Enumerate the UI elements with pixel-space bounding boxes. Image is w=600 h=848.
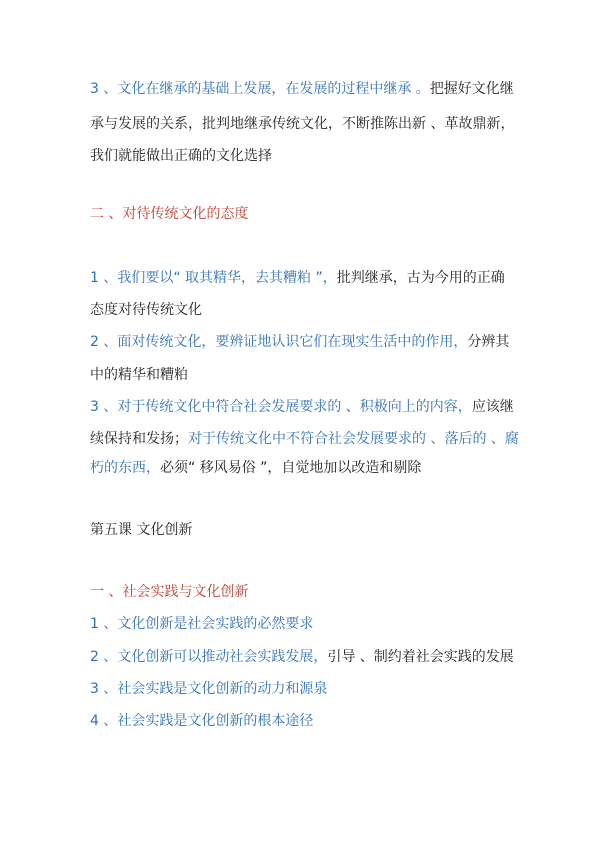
innovation-item-2 xyxy=(90,647,514,667)
attitude-item-2-blue-text: 2 、面对传统文化，要辨证地认识它们在现实生活中的作用， xyxy=(90,334,468,350)
attitude-item-2-line-1 xyxy=(90,332,509,352)
attitude-item-1-line-2: 态度对待传统文化 xyxy=(90,302,202,318)
attitude-item-3-line-2 xyxy=(90,429,519,449)
attitude-item-2-line-2: 中的精华和糟粕 xyxy=(90,367,188,383)
attitude-item-3-blue-text: 3 、对于传统文化中符合社会发展要求的 、积极向上的内容， xyxy=(90,399,472,415)
attitude-item-1-black-text: 批判继承，古为今用的正确 xyxy=(336,270,505,286)
attitude-item-1-blue-text: 1 、我们要以“ 取其精华，去其糟粕 ”， xyxy=(90,270,337,286)
attitude-item-2-black-text: 分辨其 xyxy=(467,334,510,350)
attitude-item-3-line-3 xyxy=(90,458,421,478)
attitude-item-3-line-2-black: 续保持和发扬； xyxy=(90,431,188,447)
innovation-item-1: 1 、文化创新是社会实践的必然要求 xyxy=(90,616,314,632)
attitude-item-3-line-3-black: 必须“ 移风易俗 ”，自觉地加以改造和剔除 xyxy=(160,460,422,476)
item-3-black-text: 把握好文化继 xyxy=(429,81,514,97)
paragraph-item-3-line-1 xyxy=(90,79,514,99)
attitude-item-3-line-1 xyxy=(90,397,514,417)
attitude-item-3-black-text: 应该继 xyxy=(471,399,514,415)
section-heading-attitude: 二 、对待传统文化的态度 xyxy=(90,206,249,222)
innovation-item-4: 4 、社会实践是文化创新的根本途径 xyxy=(90,713,314,729)
section-heading-social-practice: 一 、社会实践与文化创新 xyxy=(90,584,249,600)
paragraph-item-3-line-2: 承与发展的关系，批判地继承传统文化，不断推陈出新 、革故鼎新， xyxy=(90,116,515,132)
attitude-item-3-line-3-blue: 朽的东西， xyxy=(90,460,160,476)
attitude-item-3-line-2-blue: 对于传统文化中不符合社会发展要求的 、落后的 、腐 xyxy=(188,431,519,447)
lesson-5-title: 第五课 文化创新 xyxy=(90,522,193,538)
paragraph-item-3-line-3: 我们就能做出正确的文化选择 xyxy=(90,148,272,164)
innovation-item-3: 3 、社会实践是文化创新的动力和源泉 xyxy=(90,681,328,697)
attitude-item-1-line-1 xyxy=(90,268,505,288)
innovation-item-2-black-text: 引导 、制约着社会实践的发展 xyxy=(327,649,514,665)
innovation-item-2-blue-text: 2 、文化创新可以推动社会实践发展， xyxy=(90,649,328,665)
item-3-blue-text: 3 、文化在继承的基础上发展，在发展的过程中继承 。 xyxy=(90,81,430,97)
